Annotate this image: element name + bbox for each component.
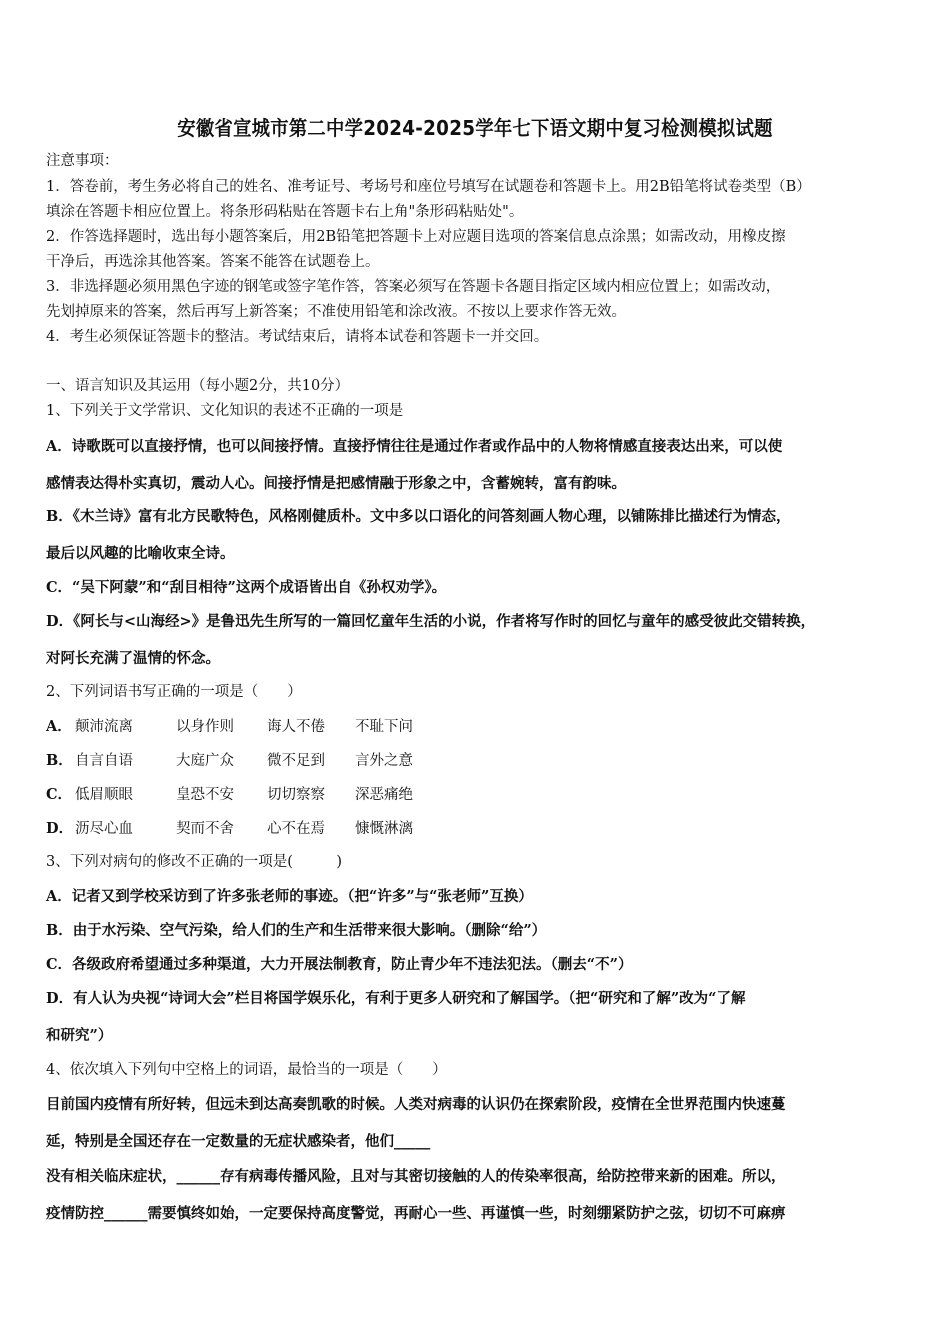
option-word: 切切察察 [267,787,325,803]
option-label: C． [46,786,73,803]
question-3-line: D．有人认为央视“诗词大会”栏目将国学娱乐化，有利于更多人研究和了解国学。（把“研究和了解”改为“了解 [46,990,746,1007]
notice-line: 3．非选择题必须用黑色字迹的钢笔或签字笔作答，答案必须写在答题卡各题目指定区域内相应位置上；如需改动， [46,279,781,295]
question-4-stem: 4、依次填入下列句中空格上的词语，最恰当的一项是（ ） [46,1062,447,1078]
notice-line: 填涂在答题卡相应位置上。将条形码粘贴在答题卡右上角"条形码粘贴处"。 [46,204,524,220]
option-label: D． [46,820,74,837]
option-word: 皇恐不安 [176,787,234,803]
question-3-line: 和研究”） [46,1027,113,1044]
notice-line: 1．答卷前，考生务必将自己的姓名、准考证号、考场号和座位号填写在试题卷和答题卡上。用2B铅笔将试卷类型（B） [46,179,811,195]
question-2-stem: 2、下列词语书写正确的一项是（ ） [46,684,302,700]
notice-line: 干净后，再选涂其他答案。答案不能答在试题卷上。 [46,254,380,270]
option-word: 不耻下问 [355,719,413,735]
notice-line: 先划掉原来的答案，然后再写上新答案；不准使用铅笔和涂改液。不按以上要求作答无效。 [46,304,626,320]
option-word: 自言自语 [75,753,133,769]
question-1-line: A．诗歌既可以直接抒情，也可以间接抒情。直接抒情往往是通过作者或作品中的人物将情感直接表达出来，可以使 [46,438,783,455]
option-word: 大庭广众 [176,753,234,769]
question-1-line: 最后以风趣的比喻收束全诗。 [46,545,235,562]
question-1-line: D．《阿长与<山海经>》是鲁迅先生所写的一篇回忆童年生活的小说，作者将写作时的回忆与童年的感受彼此交错转换， [46,613,816,630]
question-1-stem: 1、下列关于文学常识、文化知识的表述不正确的一项是 [46,403,404,419]
question-4-line: 没有相关临床症状，______存有病毒传播风险，且对与其密切接触的人的传染率很高，给防控带来新的困难。所以， [46,1168,786,1185]
question-3-line: C．各级政府希望通过多种渠道，大力开展法制教育，防止青少年不违法犯法。（删去“不”） [46,956,633,973]
page-title: 安徽省宣城市第二中学2024-2025学年七下语文期中复习检测模拟试题 [177,116,773,140]
notice-line: 2．作答选择题时，选出每小题答案后，用2B铅笔把答题卡上对应题目选项的答案信息点涂黑；如需改动，用橡皮擦 [46,229,786,245]
notice-heading: 注意事项： [46,153,119,169]
option-word: 言外之意 [355,753,413,769]
question-4-line: 目前国内疫情有所好转，但远未到达高奏凯歌的时候。人类对病毒的认识仍在探索阶段，疫情在全世界范围内快速蔓 [46,1096,786,1113]
question-1-line: B．《木兰诗》富有北方民歌特色，风格刚健质朴。文中多以口语化的问答刻画人物心理，以铺陈排比描述行为情态， [46,508,791,525]
option-word: 诲人不倦 [267,719,325,735]
option-word: 颠沛流离 [75,719,133,735]
option-label: B． [46,752,73,769]
question-1-line: C．“吴下阿蒙”和“刮目相待”这两个成语皆出自《孙权劝学》。 [46,579,447,596]
notice-line: 4．考生必须保证答题卡的整洁。考试结束后，请将本试卷和答题卡一并交回。 [46,329,549,345]
option-word: 低眉顺眼 [75,787,133,803]
option-label: A． [46,718,72,735]
option-word: 契而不舍 [176,821,234,837]
question-3-line: A．记者又到学校采访到了许多张老师的事迹。（把“许多”与“张老师”互换） [46,888,533,905]
question-3-line: B．由于水污染、空气污染，给人们的生产和生活带来很大影响。（删除“给”） [46,922,547,939]
option-word: 以身作则 [176,719,234,735]
section-heading: 一、语言知识及其运用（每小题2分，共10分） [46,378,350,394]
option-word: 沥尽心血 [75,821,133,837]
question-4-line: 延，特别是全国还存在一定数量的无症状感染者，他们_____ [46,1133,431,1150]
question-4-line: 疫情防控______需要慎终如始，一定要保持高度警觉，再耐心一些、再谨慎一些，时刻绷紧防护之弦，切切不可麻痹 [46,1205,786,1222]
option-word: 深恶痛绝 [355,787,413,803]
question-1-line: 对阿长充满了温情的怀念。 [46,650,220,667]
question-3-stem: 3、下列对病句的修改不正确的一项是( ) [46,854,343,870]
question-1-line: 感情表达得朴实真切，震动人心。间接抒情是把感情融于形象之中，含蓄婉转，富有韵味。 [46,475,626,492]
option-word: 心不在焉 [267,821,325,837]
option-word: 慷慨淋漓 [355,821,413,837]
option-word: 微不足到 [267,753,325,769]
